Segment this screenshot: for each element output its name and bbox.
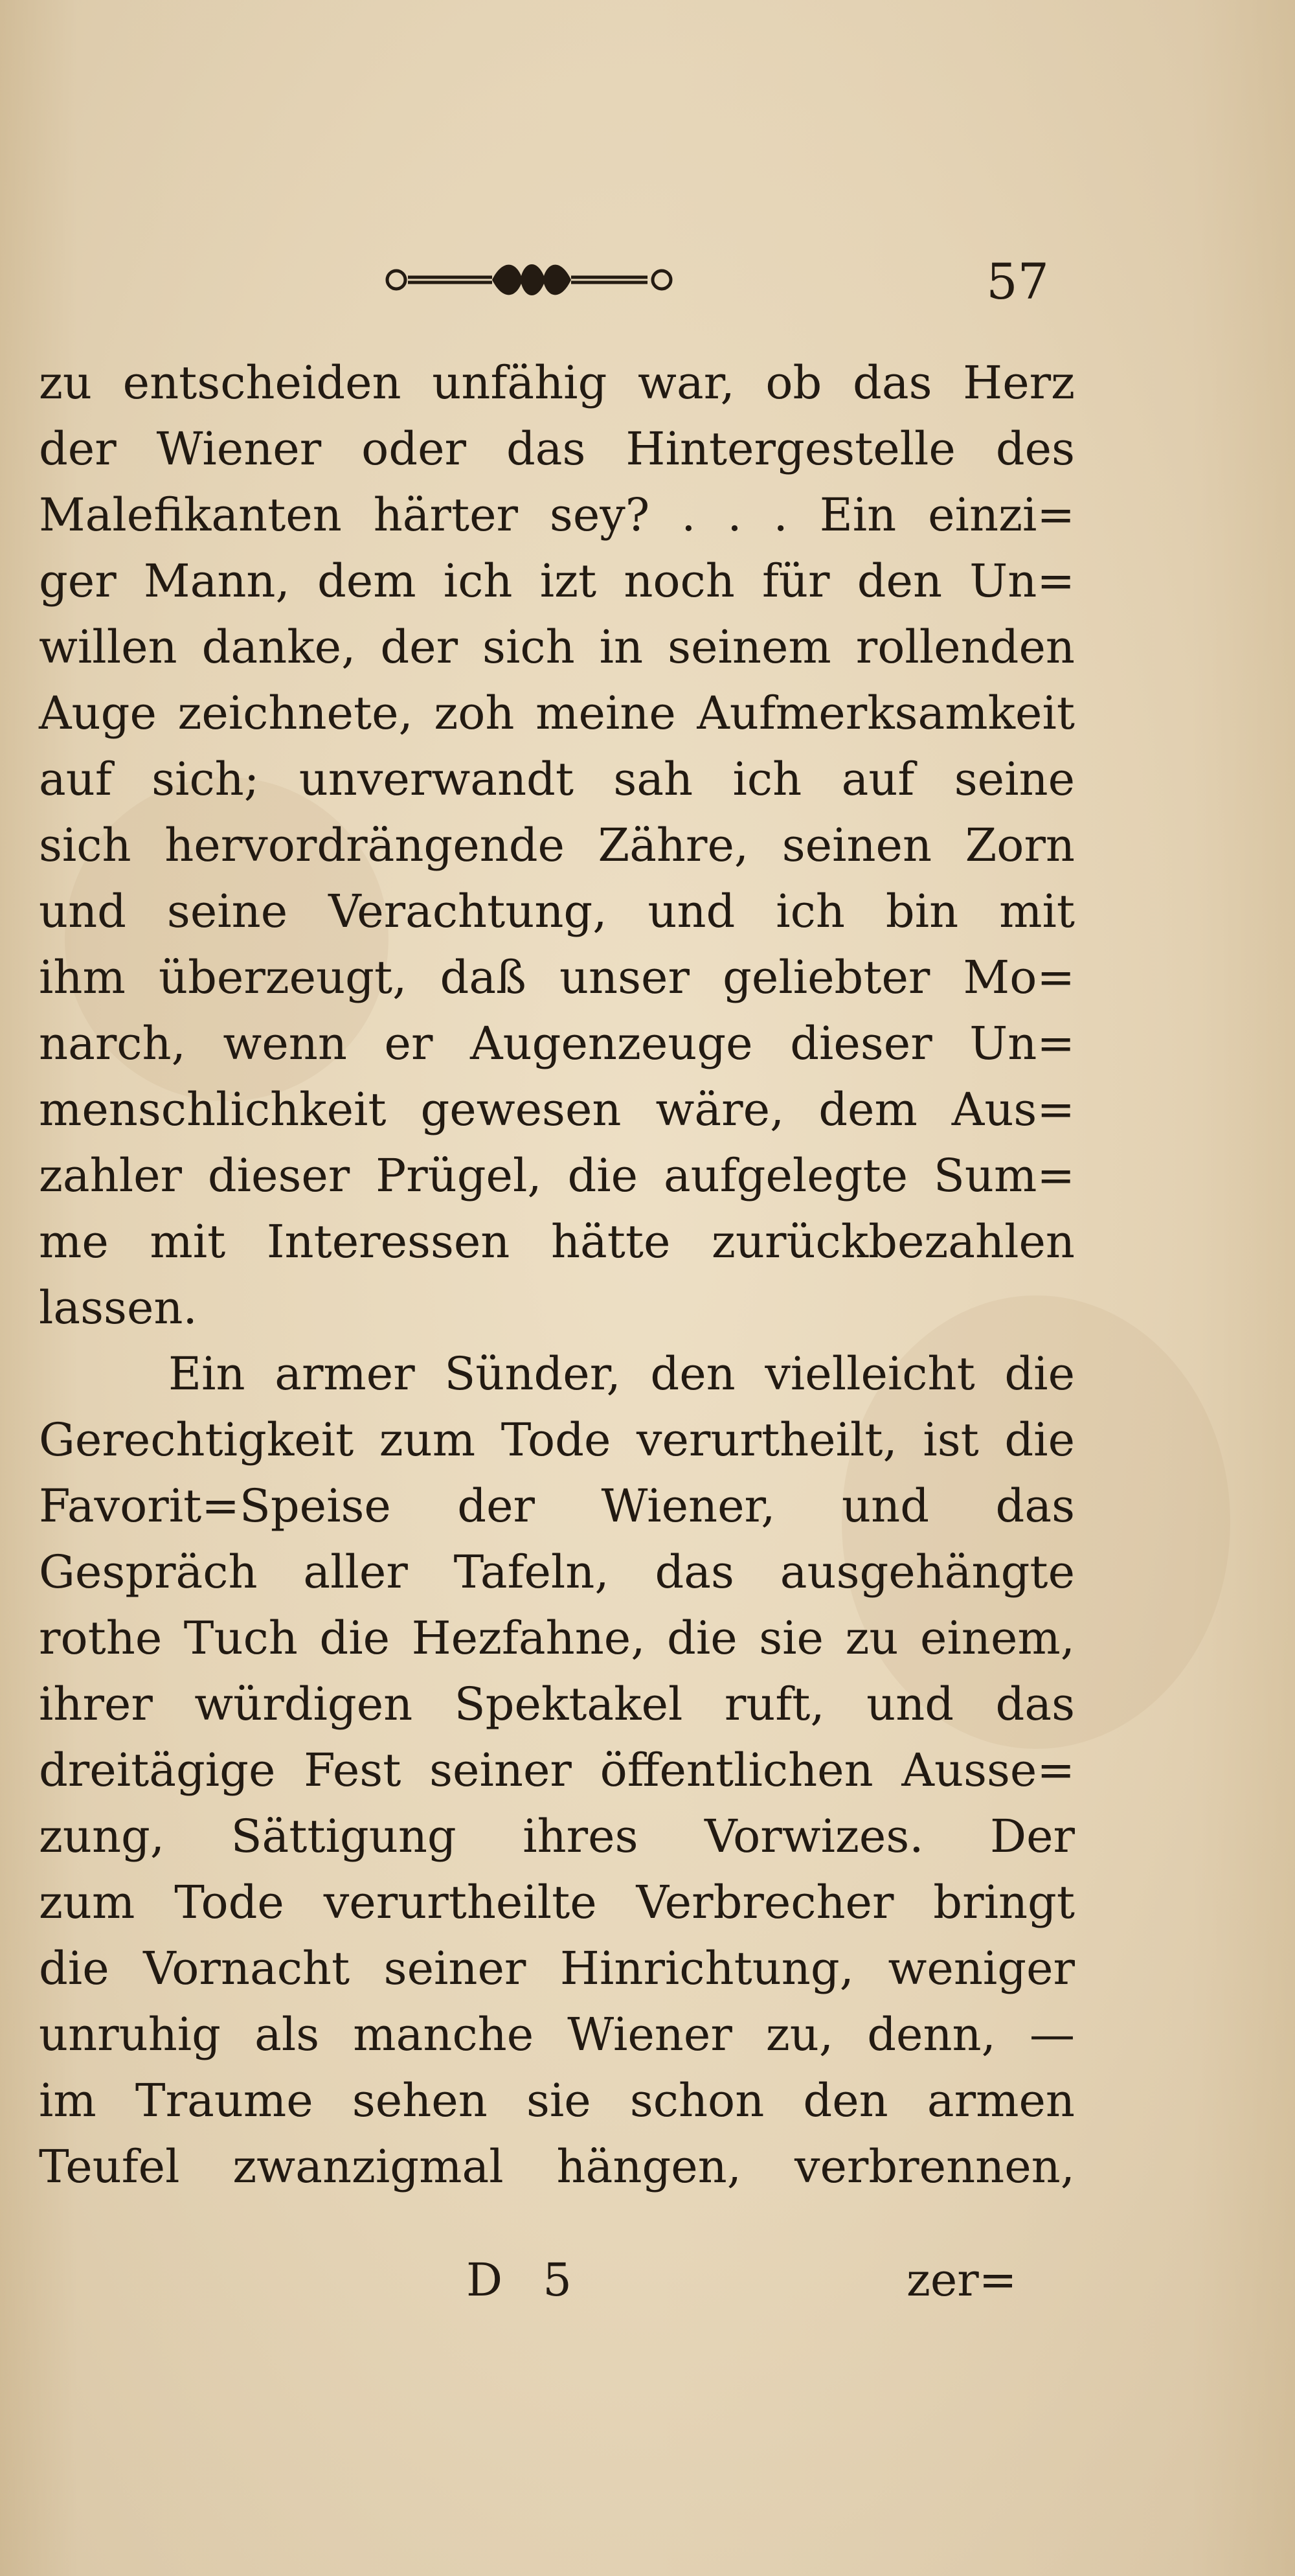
page-header [0,0,1295,311]
text-line: der Wiener oder das Hintergestelle des [39,422,1075,475]
text-line: ihrer würdigen Spektakel ruft, und das [39,1678,1075,1731]
text-line: Auge zeichnete, zoh meine Aufmerksamkeit [39,687,1075,740]
signature-mark: D 5 [466,2253,585,2307]
text-line: dreitägige Fest seiner öffentlichen Ausse= [39,1744,1075,1797]
text-line: narch, wenn er Augenzeuge dieser Un= [39,1017,1075,1070]
text-line: unruhig als manche Wiener zu, denn, — [39,2008,1075,2061]
text-line: und seine Verachtung, und ich bin mit [39,885,1075,938]
text-line: im Traume sehen sie schon den armen [39,2074,1075,2127]
text-line: sich hervordrängende Zähre, seinen Zorn [39,819,1075,872]
text-line: zum Tode verurtheilte Verbrecher bringt [39,1876,1075,1929]
catchword: zer= [906,2253,1017,2307]
text-line: auf sich; unverwandt sah ich auf seine [39,753,1075,806]
text-line: Gerechtigkeit zum Tode verurtheilt, ist die [39,1413,1075,1466]
text-line: Malefikanten härter sey? . . . Ein einzi= [39,488,1075,541]
text-line: zu entscheiden unfähig war, ob das Herz [39,356,1075,409]
text-line: zahler dieser Prügel, die aufgelegte Sum= [39,1149,1075,1202]
text-line: Gespräch aller Tafeln, das ausgehängte [39,1545,1075,1599]
text-line: ger Mann, dem ich izt noch für den Un= [39,554,1075,608]
text-line: ihm überzeugt, daß unser geliebter Mo= [39,951,1075,1004]
text-line: Teufel zwanzigmal hängen, verbrennen, [39,2140,1075,2193]
text-line: zung, Sättigung ihres Vorwizes. Der [39,1810,1075,1863]
text-line: me mit Interessen hätte zurückbezahlen [39,1215,1075,1268]
page-footer [0,2248,1295,2312]
text-line: rothe Tuch die Hezfahne, die sie zu einem, [39,1612,1075,1665]
body-text [39,350,1075,2200]
rule-ornament-icon [382,254,680,306]
text-line: willen danke, der sich in seinem rollenden [39,621,1075,674]
text-line: die Vornacht seiner Hinrichtung, weniger [39,1942,1075,1995]
page-number: 57 [986,253,1049,310]
text-line: menschlichkeit gewesen wäre, dem Aus= [39,1083,1075,1136]
text-line: Ein armer Sünder, den vielleicht die [168,1347,1075,1400]
text-line: Favorit=Speise der Wiener, und das [39,1479,1075,1533]
text-line: lassen. [39,1281,197,1334]
